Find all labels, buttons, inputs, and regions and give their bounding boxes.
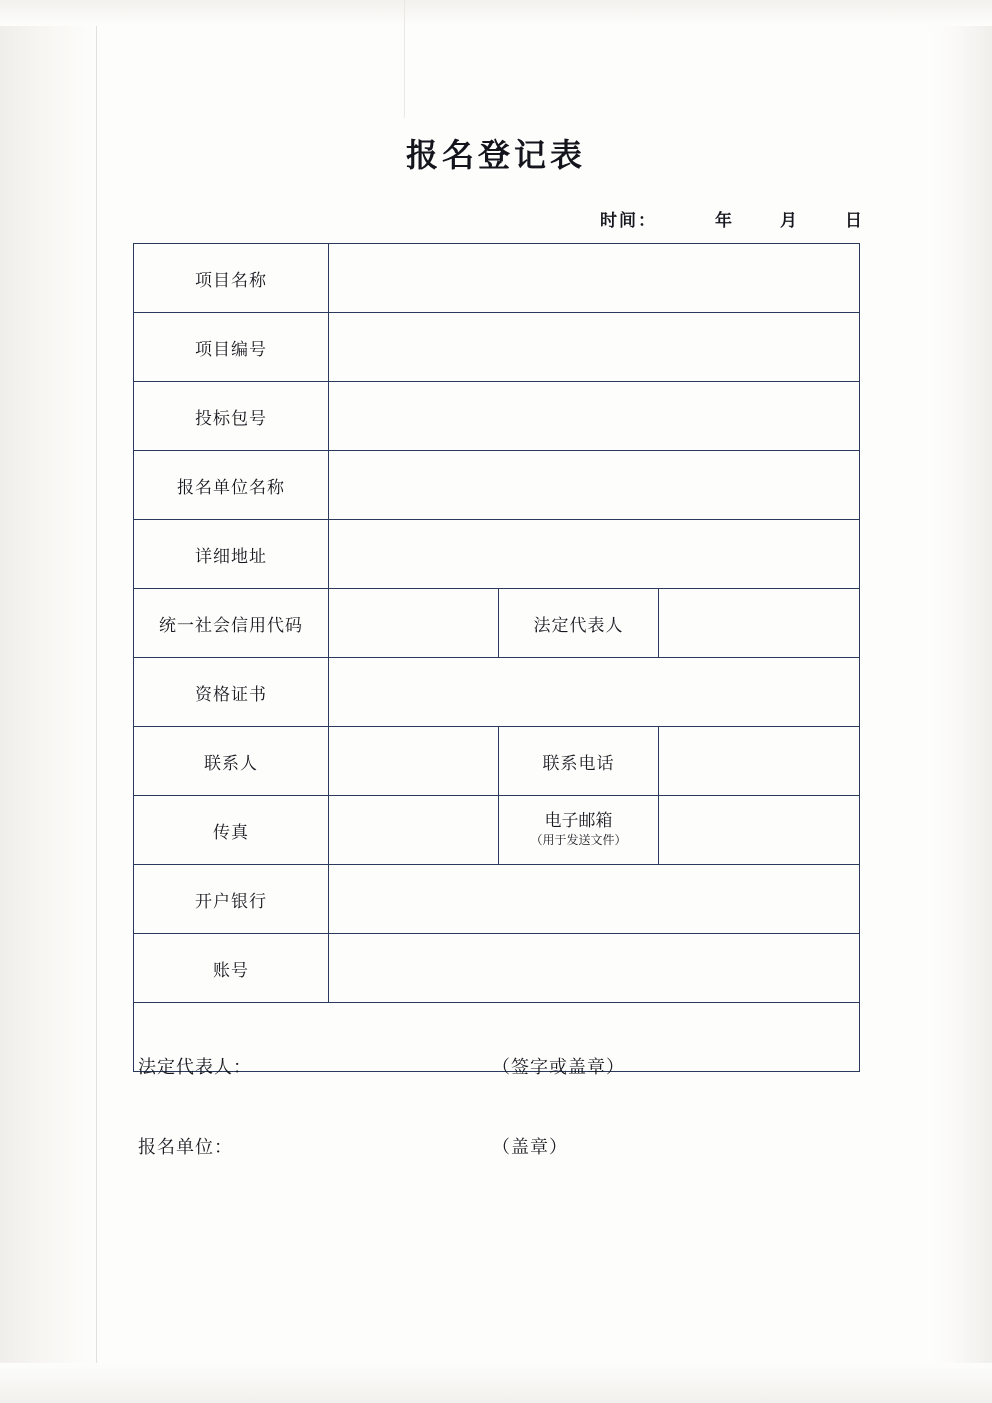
legal-representative-signature-note: （签字或盖章） [492,1057,625,1078]
table-row [134,796,860,865]
label-applicant-name: 报名单位名称 [134,451,329,520]
field-bank-name[interactable] [329,865,860,934]
applicant-seal-label: 报名单位： [138,1137,233,1158]
legal-representative-signature-label: 法定代表人： [138,1057,252,1078]
field-contact-person[interactable] [329,727,499,796]
field-legal-representative[interactable] [659,589,860,658]
table-row [134,589,860,658]
field-applicant-name[interactable] [329,451,860,520]
table-row [134,934,860,1003]
signature-block [134,1003,860,1158]
table-row-signature [134,1003,860,1072]
table-row [134,865,860,934]
table-row [134,451,860,520]
label-bank-name: 开户银行 [134,865,329,934]
label-fax: 传真 [134,796,329,865]
label-contact-person: 联系人 [134,727,329,796]
field-unified-social-credit-code[interactable] [329,589,499,658]
label-project-number: 项目编号 [134,313,329,382]
field-bid-package-number[interactable] [329,382,860,451]
label-unified-social-credit-code: 统一社会信用代码 [134,589,329,658]
applicant-seal-note: （盖章） [492,1137,568,1158]
label-account-number: 账号 [134,934,329,1003]
field-address[interactable] [329,520,860,589]
label-email [499,796,659,865]
label-qualification-certificate: 资格证书 [134,658,329,727]
label-email-text: 电子邮箱 [544,811,613,832]
field-account-number[interactable] [329,934,860,1003]
date-label: 时间： [600,211,657,231]
field-fax[interactable] [329,796,499,865]
field-project-number[interactable] [329,313,860,382]
date-month-unit: 月 [780,211,797,231]
label-project-name: 项目名称 [134,244,329,313]
field-email[interactable] [659,796,860,865]
date-year-unit: 年 [715,211,732,231]
date-line [600,206,890,231]
table-row [134,313,860,382]
table-row [134,244,860,313]
label-email-note: （用于发送文件） [530,832,627,847]
field-project-name[interactable] [329,244,860,313]
label-address: 详细地址 [134,520,329,589]
field-qualification-certificate[interactable] [329,658,860,727]
registration-form-table [133,243,860,1158]
table-row [134,382,860,451]
table-row [134,658,860,727]
label-bid-package-number: 投标包号 [134,382,329,451]
field-contact-phone[interactable] [659,727,860,796]
label-legal-representative: 法定代表人 [499,589,659,658]
table-row [134,727,860,796]
page-title: 报名登记表 [405,136,586,174]
date-day-unit: 日 [845,211,862,231]
table-row [134,520,860,589]
label-contact-phone: 联系电话 [499,727,659,796]
